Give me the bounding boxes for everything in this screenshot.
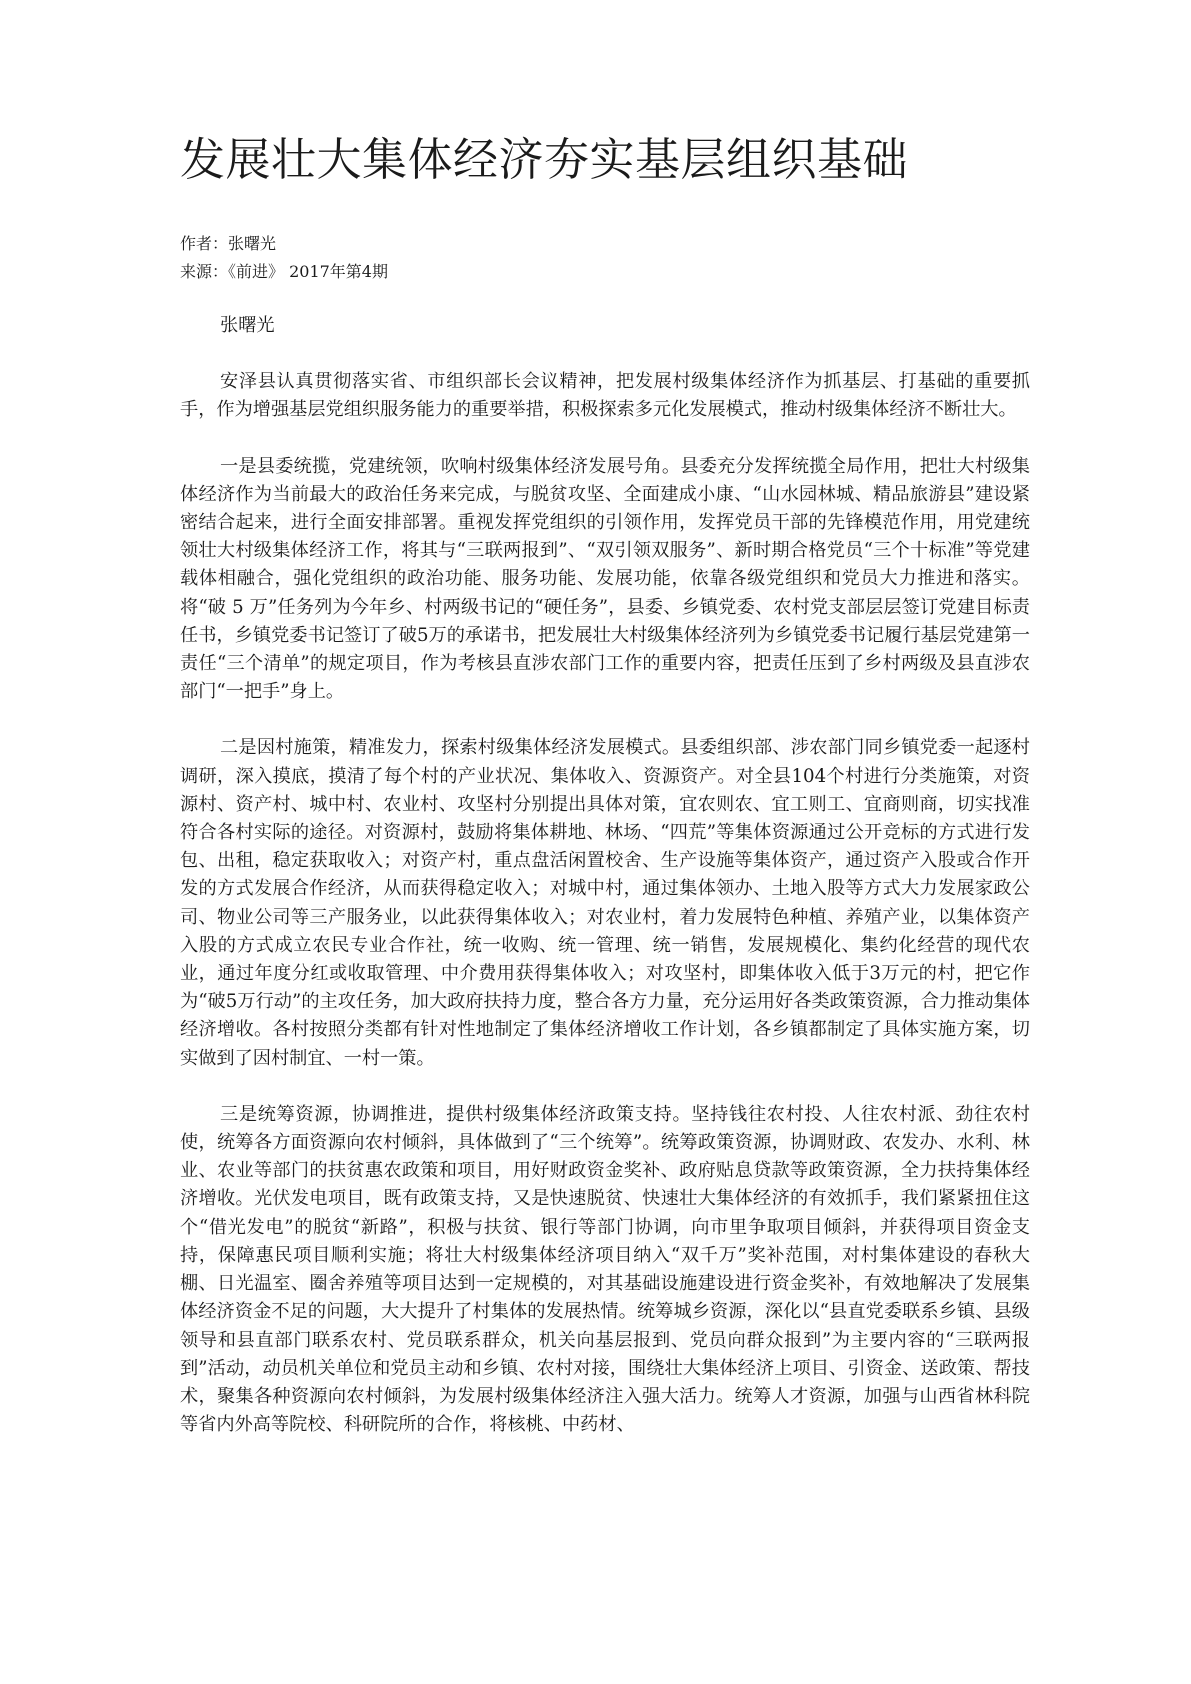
byline-paragraph: 张曙光 <box>220 315 275 336</box>
document-page <box>180 130 1030 1439</box>
article-meta <box>180 230 1030 286</box>
article-body <box>180 312 1030 1439</box>
paragraph-one: 一是县委统揽，党建统领，吹响村级集体经济发展号角。县委充分发挥统揽全局作用，把壮大村级集体经济作为当前最大的政治任务来完成，与脱贫攻坚、全面建成小康、“山水园林城、精品旅游县”建设紧密结合起来，进行全面安排部署。重视发挥党组织的引领作用，发挥党员干部的先锋模范作用，用党建统领壮大村级集体经济工作，将其与“三联两报到”、“双引领双服务”、新时期合格党员“三个十标准”等党建载体相融合，强化党组织的政治功能、服务功能、发展功能，依靠各级党组织和党员大力推进和落实。将“破 5 万”任务列为今年乡、村两级书记的“硬任务”，县委、乡镇党委、农村党支部层层签订党建目标责任书，乡镇党委书记签订了破5万的承诺书，把发展壮大村级集体经济列为乡镇党委书记履行基层党建第一责任“三个清单”的规定项目，作为考核县直涉农部门工作的重要内容，把责任压到了乡村两级及县直涉农部门“一把手”身上。 <box>180 455 1030 703</box>
author-line: 作者：张曙光 <box>180 234 277 253</box>
paragraph-three: 三是统筹资源，协调推进，提供村级集体经济政策支持。坚持钱往农村投、人往农村派、劲往农村使，统筹各方面资源向农村倾斜，具体做到了“三个统筹”。统筹政策资源，协调财政、农发办、水利、林业、农业等部门的扶贫惠农政策和项目，用好财政资金奖补、政府贴息贷款等政策资源，全力扶持集体经济增收。光伏发电项目，既有政策支持，又是快速脱贫、快速壮大集体经济的有效抓手，我们紧紧扭住这个“借光发电”的脱贫“新路”，积极与扶贫、银行等部门协调，向市里争取项目倾斜，并获得项目资金支持，保障惠民项目顺利实施；将壮大村级集体经济项目纳入“双千万”奖补范围，对村集体建设的春秋大棚、日光温室、圈舍养殖等项目达到一定规模的，对其基础设施建设进行资金奖补，有效地解决了发展集体经济资金不足的问题，大大提升了村集体的发展热情。统筹城乡资源，深化以“县直党委联系乡镇、县级领导和县直部门联系农村、党员联系群众，机关向基层报到、党员向群众报到”为主要内容的“三联两报到”活动，动员机关单位和党员主动和乡镇、农村对接，围绕壮大集体经济上项目、引资金、送政策、帮技术，聚集各种资源向农村倾斜，为发展村级集体经济注入强大活力。统筹人才资源，加强与山西省林科院等省内外高等院校、科研院所的合作，将核桃、中药材、 <box>180 1103 1030 1436</box>
intro-paragraph: 安泽县认真贯彻落实省、市组织部长会议精神，把发展村级集体经济作为抓基层、打基础的重要抓手，作为增强基层党组织服务能力的重要举措，积极探索多元化发展模式，推动村级集体经济不断壮大。 <box>180 371 1030 421</box>
article-title: 发展壮大集体经济夯实基层组织基础 <box>180 133 909 186</box>
paragraph-two: 二是因村施策，精准发力，探索村级集体经济发展模式。县委组织部、涉农部门同乡镇党委一起逐村调研，深入摸底，摸清了每个村的产业状况、集体收入、资源资产。对全县104个村进行分类施策，对资源村、资产村、城中村、农业村、攻坚村分别提出具体对策，宜农则农、宜工则工、宜商则商，切实找准符合各村实际的途径。对资源村，鼓励将集体耕地、林场、“四荒”等集体资源通过公开竞标的方式进行发包、出租，稳定获取收入；对资产村，重点盘活闲置校舍、生产设施等集体资产，通过资产入股或合作开发的方式发展合作经济，从而获得稳定收入；对城中村，通过集体领办、土地入股等方式大力发展家政公司、物业公司等三产服务业，以此获得集体收入；对农业村，着力发展特色种植、养殖产业，以集体资产入股的方式成立农民专业合作社，统一收购、统一管理、统一销售，发展规模化、集约化经营的现代农业，通过年度分红或收取管理、中介费用获得集体收入；对攻坚村，即集体收入低于3万元的村，把它作为“破5万行动”的主攻任务，加大政府扶持力度，整合各方力量，充分运用好各类政策资源，合力推动集体经济增收。各村按照分类都有针对性地制定了集体经济增收工作计划，各乡镇都制定了具体实施方案，切实做到了因村制宜、一村一策。 <box>180 737 1030 1069</box>
source-line: 来源：《前进》 2017年第4期 <box>180 262 388 281</box>
